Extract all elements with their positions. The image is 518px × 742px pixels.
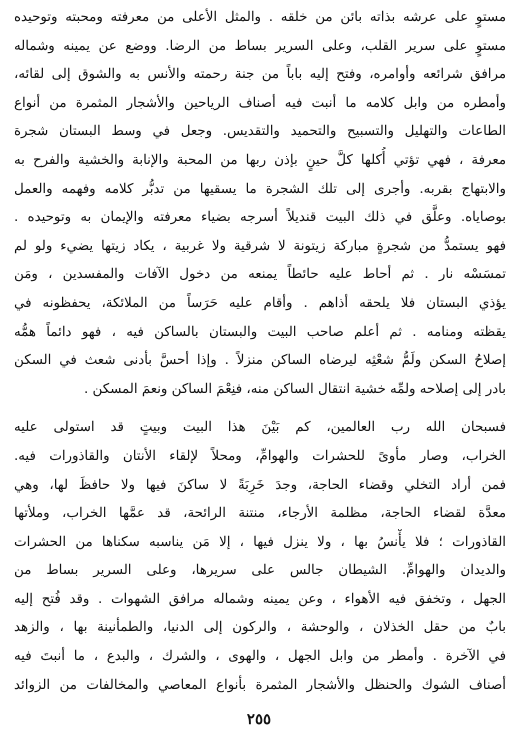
text-line: معدَّة لقضاء الحاجة، مظلمة الأرجاء، منتنة الرائحة، قد عمَّها الخراب، وملأتها xyxy=(14,506,506,522)
text-line: في الآخرة . وأمطر من وابل الجهل ، والهوى ، والشرك ، والبدع ، ما أنبتَ فيه xyxy=(14,649,506,665)
text-line: معرفة ، فهي تؤتي أُكلها كلَّ حينٍ بإذن ربها من المحبة والإنابة والخشية والفرح به xyxy=(14,152,506,168)
book-page xyxy=(14,4,506,700)
paragraph-1 xyxy=(14,4,506,404)
text-line: بادر إلى إصلاحه ولمِّه خشية انتقال الساكن منه، فنِعْمَ الساكن ونعمَ المسكن . xyxy=(83,381,506,397)
text-line: فسبحان الله رب العالمين، كم بَيْنَ هذا البيت وبيتٍ قد استولى عليه xyxy=(14,420,506,436)
text-line: الطاعات والتهليل والتسبيح والتحميد والتقديس. وجعل في وسط البستان شجرة xyxy=(14,124,506,140)
text-line: فمن أراد التخلي وقضاء الحاجة، وجدَ خَرِبَةً لا ساكنَ فيها ولا حافظَ لها، وهي xyxy=(14,477,506,493)
text-line: والابتهاج بقربه. وأجرى إلى تلك الشجرة ما يسقيها من تدبُّر كلامه وفهمه والعمل xyxy=(14,181,506,197)
text-line: فهو يستمدُّ من شجرةٍ مباركة زيتونة لا شرقية ولا غربية ، يكاد زيتها يضيء ولو لم xyxy=(14,238,506,254)
text-line: الخراب، وصار مأوىً للحشرات والهوامِّ، ومحلاً لإلقاء الأنتان والقاذورات فيه. xyxy=(14,448,506,464)
text-line: إصلاحُ السكن ولَمُّ شعْثِه ليرضاه الساكن منزلاً . وإذا أحسَّ بأدنى شعث في السكن xyxy=(14,353,506,369)
text-line: تمسَسْه نار . ثم أحاط عليه حائطاً يمنعه من دخول الآفات والمفسدين ، ومَن xyxy=(14,267,506,283)
text-line: القاذورات ؛ فلا يأْنسُ بها ، ولا ينزل فيها ، إلا مَن يناسبه سكناها من الحشرات xyxy=(14,534,506,550)
text-line: والديدان والهوامِّ. الشيطان جالس على سريرها، وعلى السرير بساط من xyxy=(14,563,506,579)
text-line: مستوٍ على عرشه بذاته بائن من خلقه . والمثل الأعلى من معرفته ومحبته وتوحيده xyxy=(14,10,506,25)
text-line: مرافق شرائعه وأوامره، وفتح إليه باباً من جنة رحمته والأنس به والشوق إلى لقائه، xyxy=(14,67,506,83)
text-line: يؤذي البستان فلا يلحقه أذاهم . وأقام عليه حَرَساً من الملائكة، يحفظونه في xyxy=(14,295,506,311)
text-line: أصناف الشوك والحنظل والأشجار المثمرة بأنواع المعاصي والمخالفات من الزوائد xyxy=(14,677,506,693)
text-line: بوصاياه. وعلَّق في ذلك البيت قنديلاً أسرجه بضياء معرفته والإيمان به وتوحيده . xyxy=(14,210,506,226)
page-number: ٢٥٥ xyxy=(246,710,272,728)
text-line: مستوٍ على سرير القلب، وعلى السرير بساط من الرضا. ووضع عن يمينه وشماله xyxy=(14,38,506,54)
text-line: الجهل ، وتخفق فيه الأهواء ، وعن يمينه وشماله مرافق الشهوات . وقد فُتح إليه xyxy=(14,591,506,607)
paragraph-2 xyxy=(14,414,506,700)
text-line: يقظته ومنامه . ثم أعلم صاحب البيت والبستان بالساكن فيه ، فهو دائماً همُّه xyxy=(14,324,506,340)
text-line: وأمطره من وابل كلامه ما أنبت فيه أصناف الرياحين والأشجار المثمرة من أنواع xyxy=(14,95,506,111)
text-line: بابٌ من حقل الخذلان ، والوحشة ، والركون إلى الدنيا، والطمأنينة بها ، والزهد xyxy=(14,620,506,636)
